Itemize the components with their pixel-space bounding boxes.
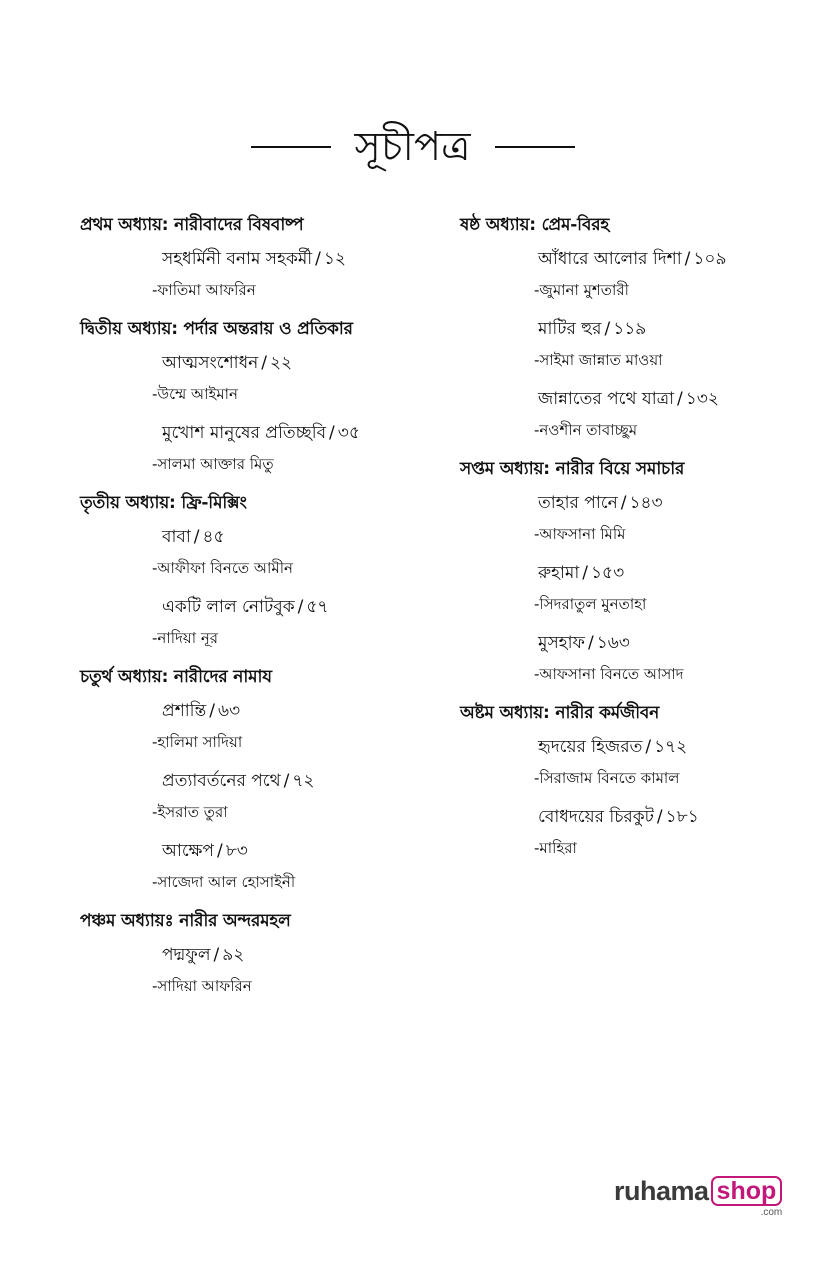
- toc-entry: [460, 630, 790, 686]
- entry-line: [460, 386, 790, 412]
- entry-name: আত্মসংশোধন: [162, 353, 259, 373]
- toc-entry: [80, 524, 440, 580]
- toc-entry: [80, 698, 440, 754]
- entry-page-number: ১৪৩: [629, 493, 663, 513]
- entry-line: [460, 560, 790, 586]
- entry-page-number: ১৬৩: [596, 633, 630, 653]
- entry-author: -ফাতিমা আফরিন: [152, 281, 256, 299]
- chapter-section: [80, 316, 440, 476]
- entry-name: প্রশান্তি: [162, 701, 207, 721]
- brand-logo: [614, 1176, 782, 1216]
- entry-name: তাহার পানে: [538, 493, 618, 513]
- toc-entry: [80, 350, 440, 406]
- chapter-title: দ্বিতীয় অধ্যায়: পর্দার অন্তরায় ও প্রতিকার: [80, 319, 353, 339]
- toc-entry: [80, 594, 440, 650]
- toc-entry: [460, 316, 790, 372]
- entry-name: মাটির হুর: [538, 319, 602, 339]
- chapter-title: প্রথম অধ্যায়: নারীবাদের বিষবাষ্প: [80, 215, 304, 235]
- entry-author: -জুমানা মুশতারী: [534, 281, 629, 299]
- entry-author: -সাদিয়া আফরিন: [152, 977, 252, 995]
- entry-name: মুসহাফ: [538, 633, 585, 653]
- chapter-section: [80, 490, 440, 650]
- chapter-title: ষষ্ঠ অধ্যায়: প্রেম-বিরহ: [460, 215, 610, 235]
- brand-name: ruhama: [614, 1176, 709, 1206]
- title-rule-left: [251, 146, 331, 148]
- toc-entry: [80, 768, 440, 824]
- entry-separator: /: [604, 319, 611, 339]
- entry-separator: /: [329, 423, 335, 443]
- entry-separator: /: [587, 633, 594, 653]
- chapter-section: [80, 664, 440, 894]
- entry-page-number: ১৩২: [685, 389, 719, 409]
- entry-author: -সিরাজাম বিনতে কামাল: [534, 769, 680, 787]
- entry-separator: /: [620, 493, 627, 513]
- toc-right-column: [460, 212, 790, 874]
- entry-author: -উম্মে আইমান: [152, 385, 238, 403]
- entry-author: -সিদরাতুল মুনতাহা: [534, 595, 647, 613]
- toc-entry: [80, 420, 440, 476]
- entry-line: [460, 804, 790, 830]
- page-title: সূচীপত্র: [354, 124, 471, 170]
- entry-name: রুহামা: [538, 563, 580, 583]
- entry-page-number: ২২: [270, 353, 293, 373]
- toc-entry: [460, 560, 790, 616]
- chapter-section: [460, 456, 790, 686]
- entry-author: -আফীফা বিনতে আমীন: [152, 559, 293, 577]
- entry-author: -আফসানা মিমি: [534, 525, 626, 543]
- entry-page-number: ৮৩: [225, 841, 248, 861]
- entry-separator: /: [582, 563, 589, 583]
- entry-line: [460, 246, 790, 272]
- entry-page-number: ৪৫: [202, 527, 225, 547]
- entry-name: সহধর্মিনী বনাম সহকর্মী: [162, 249, 313, 269]
- entry-separator: /: [209, 701, 215, 721]
- entry-line: [80, 594, 440, 620]
- chapter-title: পঞ্চম অধ্যায়ঃ নারীর অন্দরমহল: [80, 911, 291, 931]
- toc-entry: [460, 490, 790, 546]
- entry-page-number: ১১৯: [613, 319, 647, 339]
- entry-author: -নাদিয়া নূর: [152, 629, 219, 647]
- entry-line: [80, 838, 440, 864]
- chapter-section: [460, 212, 790, 442]
- toc-entry: [460, 734, 790, 790]
- toc-entry: [460, 804, 790, 860]
- toc-entry: [80, 246, 440, 302]
- entry-separator: /: [261, 353, 267, 373]
- entry-name: আক্ষেপ: [162, 841, 214, 861]
- entry-name: হৃদয়ের হিজরত: [538, 737, 643, 757]
- entry-author: -সাইমা জান্নাত মাওয়া: [534, 351, 663, 369]
- entry-separator: /: [645, 737, 652, 757]
- brand-shop-badge: shop: [711, 1176, 783, 1206]
- entry-author: -মাহিরা: [534, 839, 577, 857]
- entry-author: -নওশীন তাবাচ্ছুম: [534, 421, 638, 439]
- entry-line: [460, 734, 790, 760]
- entry-line: [80, 350, 440, 376]
- title-row: [0, 112, 825, 182]
- entry-separator: /: [656, 807, 663, 827]
- entry-page-number: ১৫৩: [591, 563, 625, 583]
- entry-line: [460, 630, 790, 656]
- entry-page-number: ১৮১: [665, 807, 699, 827]
- chapter-section: [80, 212, 440, 302]
- entry-separator: /: [315, 249, 321, 269]
- entry-line: [460, 490, 790, 516]
- chapter-section: [80, 908, 440, 998]
- chapter-title: চতুর্থ অধ্যায়: নারীদের নামায: [80, 667, 272, 687]
- entry-separator: /: [213, 945, 220, 965]
- entry-line: [80, 698, 440, 724]
- entry-author: -হালিমা সাদিয়া: [152, 733, 243, 751]
- toc-entry: [460, 246, 790, 302]
- brand-domain: .com: [760, 1207, 783, 1218]
- entry-author: -সাজেদা আল হোসাইনী: [152, 873, 296, 891]
- entry-line: [460, 316, 790, 342]
- chapter-title: অষ্টম অধ্যায়: নারীর কর্মজীবন: [460, 703, 660, 723]
- entry-name: মুখোশ মানুষের প্রতিচ্ছবি: [162, 423, 327, 443]
- toc-entry: [80, 942, 440, 998]
- entry-page-number: ৩৫: [337, 423, 360, 443]
- entry-page-number: ৯২: [222, 945, 245, 965]
- entry-separator: /: [193, 527, 200, 547]
- toc-left-column: [80, 212, 440, 1012]
- chapter-title: সপ্তম অধ্যায়: নারীর বিয়ে সমাচার: [460, 459, 685, 479]
- toc-entry: [460, 386, 790, 442]
- entry-author: -ইসরাত তুরা: [152, 803, 228, 821]
- entry-page-number: ১৭২: [654, 737, 688, 757]
- chapter-section: [460, 700, 790, 860]
- entry-page-number: ৬৩: [218, 701, 241, 721]
- entry-line: [80, 942, 440, 968]
- entry-separator: /: [297, 597, 304, 617]
- entry-separator: /: [283, 771, 290, 791]
- brand-shop-group: [711, 1176, 783, 1219]
- entry-name: জান্নাতের পথে যাত্রা: [538, 389, 675, 409]
- entry-separator: /: [684, 249, 691, 269]
- entry-line: [80, 246, 440, 272]
- entry-line: [80, 524, 440, 550]
- entry-page-number: ১২: [323, 249, 346, 269]
- entry-name: একটি লাল নোটবুক: [162, 597, 295, 617]
- entry-name: বাবা: [162, 527, 191, 547]
- entry-name: আঁধারে আলোর দিশা: [538, 249, 682, 269]
- entry-page-number: ৫৭: [306, 597, 329, 617]
- entry-author: -আফসানা বিনতে আসাদ: [534, 665, 684, 683]
- entry-page-number: ৭২: [292, 771, 315, 791]
- entry-separator: /: [216, 841, 223, 861]
- entry-page-number: ১০৯: [693, 249, 727, 269]
- entry-name: পদ্মফুল: [162, 945, 211, 965]
- entry-name: বোধদয়ের চিরকুট: [538, 807, 654, 827]
- entry-name: প্রত্যাবর্তনের পথে: [162, 771, 281, 791]
- entry-line: [80, 768, 440, 794]
- entry-separator: /: [677, 389, 683, 409]
- entry-author: -সালমা আক্তার মিতু: [152, 455, 274, 473]
- chapter-title: তৃতীয় অধ্যায়: ফ্রি-মিক্সিং: [80, 493, 247, 513]
- toc-entry: [80, 838, 440, 894]
- entry-line: [80, 420, 440, 446]
- title-rule-right: [495, 146, 575, 148]
